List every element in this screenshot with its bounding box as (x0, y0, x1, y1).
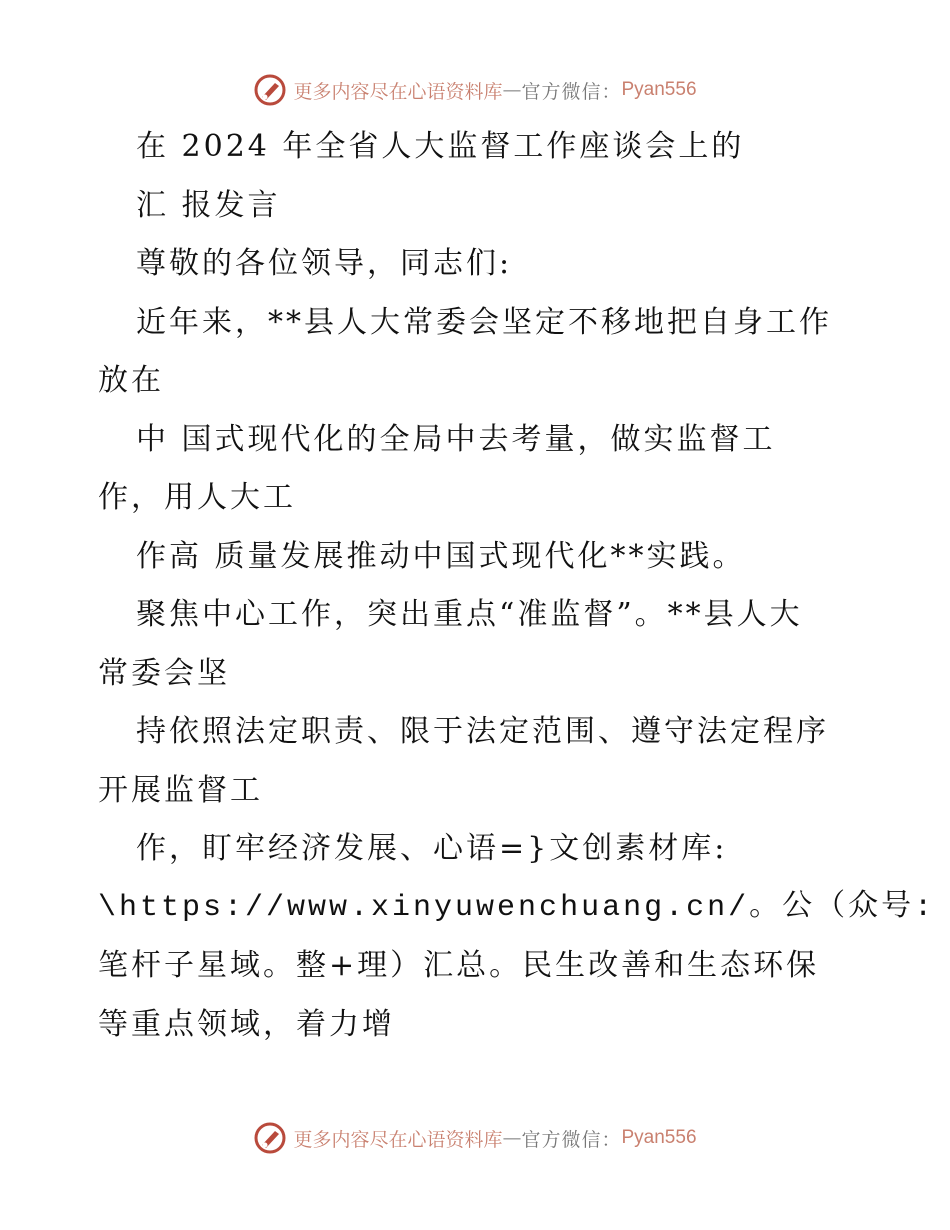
footer-wechat-label: 官方微信： (521, 1128, 622, 1151)
salutation: 尊敬的各位领导，同志们: (136, 246, 513, 281)
text-line: 常委会坚 (98, 655, 230, 691)
header-brand-text: 更多内容尽在心语资料库 (293, 80, 503, 103)
header-separator: — (502, 79, 522, 101)
text-line: 持依照法定职责、限于法定范围、遵守法定程序 (136, 714, 829, 749)
header-wechat-id: Pyan556 (621, 79, 697, 100)
footer-brand-text: 更多内容尽在心语资料库 (293, 1128, 503, 1151)
text-line: 近年来，**县人大常委会坚定不移地把自身工作 (136, 304, 832, 340)
text-line: 笔杆子星域。整+理）汇总。民生改善和生态环保 (98, 948, 820, 983)
document-body (98, 118, 936, 1054)
url-line: \https://www.xinyuwenchuang.cn/。公（众号: (98, 890, 936, 925)
header-watermark (0, 70, 950, 110)
header-wechat-label: 官方微信： (521, 80, 622, 103)
title-line-1: 在 2024 年全省人大监督工作座谈会上的 (136, 129, 745, 164)
text-line: 等重点领域，着力增 (98, 1006, 395, 1042)
footer-watermark (0, 1118, 950, 1158)
text-line: 开展监督工 (98, 772, 263, 808)
text-line: 中 国式现代化的全局中去考量，做实监督工 (136, 421, 776, 457)
brand-logo-icon (253, 73, 287, 107)
title-line-2: 汇 报发言 (136, 187, 281, 223)
footer-wechat-id: Pyan556 (621, 1127, 697, 1148)
text-line: 作，盯牢经济发展、心语=}文创素材库: (136, 831, 728, 866)
text-line: 放在 (98, 363, 164, 398)
brand-logo-icon (253, 1121, 287, 1155)
footer-separator: — (502, 1127, 522, 1149)
text-line: 作高 质量发展推动中国式现代化**实践。 (136, 538, 746, 574)
text-line: 作，用人大工 (98, 480, 296, 515)
text-line: 聚焦中心工作，突出重点“准监督”。**县人大 (136, 597, 803, 632)
